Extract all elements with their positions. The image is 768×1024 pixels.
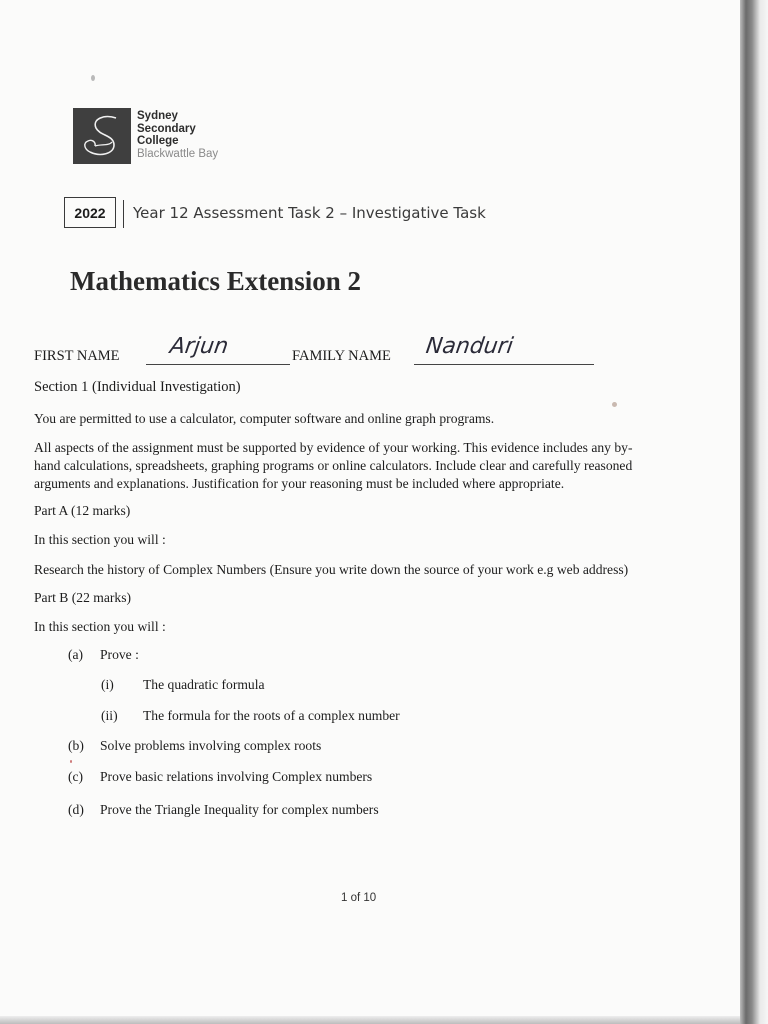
permission-text: You are permitted to use a calculator, computer software and online graph programs. <box>34 411 495 426</box>
family-name-line <box>414 364 594 365</box>
year-box: 2022 <box>64 197 116 228</box>
scanner-edge-shadow <box>740 0 768 1024</box>
section-title: Section 1 (Individual Investigation) <box>34 379 241 395</box>
item-b-marker: (b) <box>68 738 84 753</box>
part-a-task: Research the history of Complex Numbers (Ensure you write down the source of your work e.g web address) <box>34 562 629 577</box>
scan-speck <box>70 760 72 763</box>
evidence-line-2: hand calculations, spreadsheets, graphing programs or online calculators. Include clear and carefully reasoned <box>34 458 633 473</box>
item-b-text: Solve problems involving complex roots <box>100 738 322 753</box>
part-b-title: Part B (22 marks) <box>34 590 132 605</box>
subject-title: Mathematics Extension 2 <box>70 266 361 296</box>
evidence-line-1: All aspects of the assignment must be supported by evidence of your working. This evidence includes any by- <box>34 440 633 455</box>
logo-line-sydney: Sydney <box>137 110 178 122</box>
item-i-marker: (i) <box>101 677 114 692</box>
first-name-line <box>146 364 290 365</box>
part-a-title: Part A (12 marks) <box>34 503 131 518</box>
item-ii-marker: (ii) <box>101 708 118 723</box>
item-c-text: Prove basic relations involving Complex numbers <box>100 769 373 784</box>
part-b-intro: In this section you will : <box>34 619 166 634</box>
part-a-intro: In this section you will : <box>34 532 166 547</box>
logo-line-secondary: Secondary <box>137 122 196 135</box>
logo-line-college: College <box>137 135 179 147</box>
item-c-marker: (c) <box>68 769 84 784</box>
student-name-row <box>34 336 654 372</box>
logo-line-campus: Blackwattle Bay <box>137 147 219 160</box>
scanner-bottom-shadow <box>0 1016 740 1024</box>
family-name-label: FAMILY NAME <box>292 348 391 364</box>
item-i-text: The quadratic formula <box>143 677 265 692</box>
logo-wordmark <box>137 108 218 164</box>
item-d-text: Prove the Triangle Inequality for complex numbers <box>100 802 379 817</box>
item-a-marker: (a) <box>68 647 84 662</box>
item-d-marker: (d) <box>68 802 84 817</box>
item-a-text: Prove : <box>100 647 139 662</box>
first-name-handwritten: Arjun <box>168 334 230 359</box>
first-name-label: FIRST NAME <box>34 348 120 364</box>
college-logo <box>73 108 218 164</box>
scan-speck <box>612 402 617 407</box>
header-divider <box>123 200 124 228</box>
family-name-handwritten: Nanduri <box>424 334 515 359</box>
page-number: 1 of 10 <box>341 892 377 904</box>
item-ii-text: The formula for the roots of a complex number <box>143 708 400 723</box>
stylised-s-swan-logo-icon <box>73 108 131 164</box>
task-title: Year 12 Assessment Task 2 – Investigative Task <box>133 204 486 222</box>
evidence-line-3: arguments and explanations. Justification for your reasoning must be included where appropriate. <box>34 476 565 491</box>
scan-speck <box>91 75 95 81</box>
